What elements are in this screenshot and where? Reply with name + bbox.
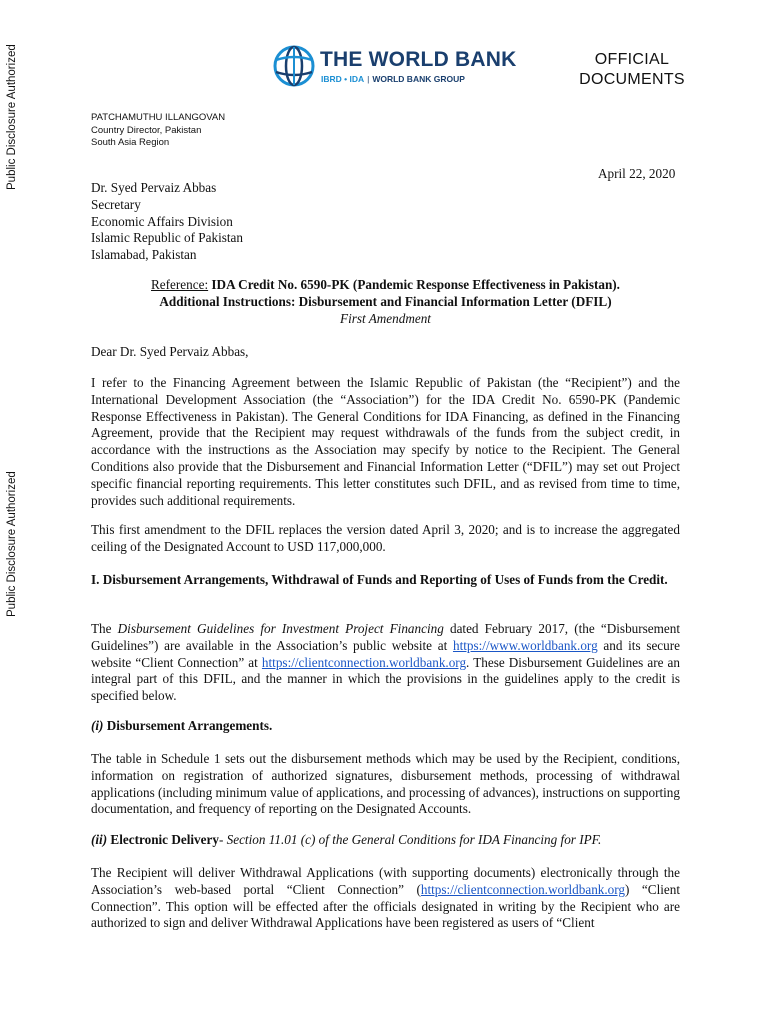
guidelines-paragraph: The Disbursement Guidelines for Investment Project Financing dated February 2017, (the “Disbursement Guidelines”) are available in the Association’s public website at https://www.worldbank.org and its secure website “Client Connection” at https://clientconnection.worldbank.org. These Disbursement Guidelines are an integral part of this DFIL, and the manner in which the provisions in the guidelines apply to the credit is specified below. <box>91 621 680 704</box>
globe-icon <box>272 44 316 88</box>
sender-title: Country Director, Pakistan <box>91 124 202 136</box>
reference-title: IDA Credit No. 6590-PK (Pandemic Response Effectiveness in Pakistan). <box>211 277 620 292</box>
delivery-paragraph: The Recipient will deliver Withdrawal Applications (with supporting documents) electronically through the Association’s web-based portal “Client Connection” (https://clientconnection.worldbank.org) “Client Connection”. This option will be effected after the officials designated in writing by the Recipient who are authorized to sign and deliver Withdrawal Applications have been registered as users of “Client <box>91 865 681 931</box>
sender-block <box>91 112 225 150</box>
letter-date: April 22, 2020 <box>598 166 676 181</box>
logo-subtitle: IBRD • IDA | WORLD BANK GROUP <box>321 74 465 84</box>
schedule-paragraph: The table in Schedule 1 sets out the disbursement methods which may be used by the Recipient, conditions, information on registration of authorized signatures, disbursement methods, processing of withdrawal applications (including minimum value of applications, and processing of advances), instructions on supporting documentation, and frequency of reporting on the Designated Accounts. <box>91 751 680 817</box>
subsection-ii-heading: (ii) Electronic Delivery- Section 11.01 (c) of the General Conditions for IDA Financing for IPF. <box>91 832 602 847</box>
official-documents-stamp: OFFICIAL DOCUMENTS <box>579 51 685 88</box>
recipient-address: Dr. Syed Pervaiz Abbas Secretary Economic Affairs Division Islamic Republic of Pakistan Islamabad, Pakistan <box>91 180 243 263</box>
world-bank-logo <box>272 44 517 94</box>
reference-amendment: First Amendment <box>340 310 431 326</box>
client-connection-link-2[interactable]: https://clientconnection.worldbank.org <box>420 881 626 897</box>
subsection-i-heading: (i) Disbursement Arrangements. <box>91 718 273 733</box>
reference-label: Reference: <box>151 277 209 292</box>
salutation: Dear Dr. Syed Pervaiz Abbas, <box>91 344 249 359</box>
amendment-paragraph: This first amendment to the DFIL replaces the version dated April 3, 2020; and is to increase the aggregated ceiling of the Designated Account to USD 117,000,000. <box>91 522 680 554</box>
section-1-heading: I. Disbursement Arrangements, Withdrawal of Funds and Reporting of Uses of Funds from the Credit. <box>91 572 668 587</box>
client-connection-link[interactable]: https://clientconnection.worldbank.org <box>261 654 467 670</box>
margin-label-top: Public Disclosure Authorized <box>6 44 18 190</box>
sender-name: PATCHAMUTHU ILLANGOVAN <box>91 112 226 123</box>
reference-block <box>91 277 680 327</box>
intro-paragraph: I refer to the Financing Agreement between the Islamic Republic of Pakistan (the “Recipient”) and the International Development Association (the “Association”) for the IDA Credit No. 6590-PK (Pandemic Response Effectiveness in Pakistan). The General Conditions for IDA Financing, as defined in the Financing Agreement, provide that the Recipient may request withdrawals of the funds from the subject credit, in accordance with the instructions as the Association may specify by notice to the Recipient. The General Conditions also provide that the Disbursement and Financial Information Letter (“DFIL”) may set out Project specific financial reporting requirements. This letter constitutes such DFIL, and as revised from time to time, provides such additional requirements. <box>91 375 680 508</box>
margin-label-middle: Public Disclosure Authorized <box>6 471 18 617</box>
sender-region: South Asia Region <box>91 137 170 148</box>
logo-title: THE WORLD BANK <box>320 48 517 71</box>
worldbank-link[interactable]: https://www.worldbank.org <box>452 637 598 653</box>
reference-subtitle: Additional Instructions: Disbursement and Financial Information Letter (DFIL) <box>159 293 612 309</box>
